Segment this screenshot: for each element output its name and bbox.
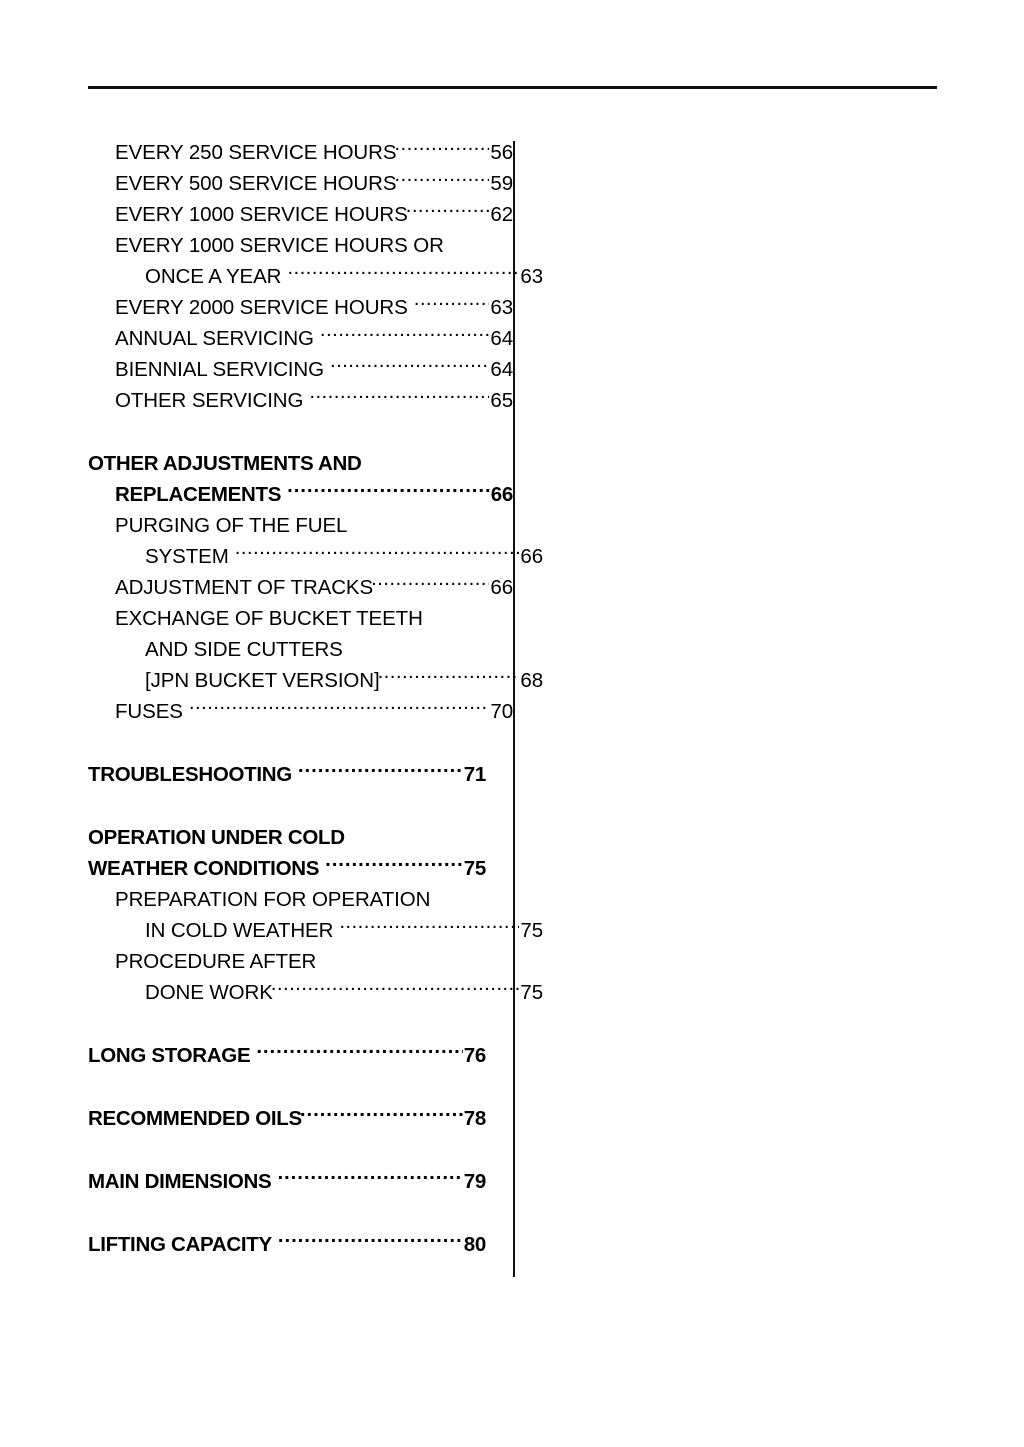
- toc-entry-title: EVERY 250 SERVICE HOURS: [115, 141, 397, 164]
- toc-entry-page-number: 79: [463, 1170, 486, 1193]
- toc-entry-title: OTHER SERVICING: [115, 389, 304, 412]
- toc-entry-title: REPLACEMENTS: [115, 483, 282, 506]
- toc-entry-page-number: 64: [490, 327, 513, 350]
- toc-entry-title: ADJUSTMENT OF TRACKS: [115, 576, 374, 599]
- toc-entry[interactable]: [88, 199, 513, 230]
- toc-entry[interactable]: [88, 1103, 486, 1134]
- toc-entry-page-number: 78: [463, 1107, 486, 1130]
- toc-dot-leader: [256, 1042, 462, 1063]
- toc-entry-title: RECOMMENDED OILS: [88, 1107, 302, 1130]
- toc-entry[interactable]: [88, 261, 543, 292]
- toc-entry[interactable]: [88, 915, 543, 946]
- toc-entry-title: FUSES: [115, 700, 183, 723]
- toc-entry-page-number: 75: [463, 857, 486, 880]
- toc-entry[interactable]: [88, 292, 513, 323]
- toc-dot-leader: [406, 201, 490, 222]
- toc-entry-title: [JPN BUCKET VERSION]: [145, 669, 380, 692]
- toc-dot-leader: [277, 1168, 462, 1189]
- toc-entry-title: TROUBLESHOOTING: [88, 763, 292, 786]
- header-rule: [88, 86, 937, 89]
- toc-entry-title: EVERY 500 SERVICE HOURS: [115, 172, 397, 195]
- toc-entry[interactable]: [88, 137, 513, 168]
- toc-entry[interactable]: [88, 759, 486, 790]
- toc-entry-title: PREPARATION FOR OPERATION: [115, 888, 431, 911]
- toc-entry[interactable]: [88, 696, 513, 727]
- toc-entry[interactable]: [88, 1040, 486, 1071]
- toc-entry[interactable]: [88, 541, 543, 572]
- toc-entry[interactable]: [88, 354, 513, 385]
- toc-entry-page-number: 62: [490, 203, 513, 226]
- toc-dot-leader: [300, 1105, 463, 1126]
- toc-entry-title: OTHER ADJUSTMENTS AND: [88, 452, 362, 475]
- toc-entry-page-number: 66: [520, 545, 543, 568]
- toc-entry-title: DONE WORK: [145, 981, 273, 1004]
- toc-dot-leader: [414, 294, 490, 315]
- toc-entry[interactable]: [88, 323, 513, 354]
- toc-entry[interactable]: [88, 572, 513, 603]
- toc-entry[interactable]: [88, 603, 513, 634]
- toc-entry-page-number: 75: [520, 919, 543, 942]
- toc-entry-page-number: 63: [490, 296, 513, 319]
- toc-entry-page-number: 63: [520, 265, 543, 288]
- toc-entry[interactable]: [88, 168, 513, 199]
- toc-dot-leader: [325, 855, 463, 876]
- toc-entry-title: LIFTING CAPACITY: [88, 1233, 272, 1256]
- toc-entry-title: ONCE A YEAR: [145, 265, 282, 288]
- toc-entry[interactable]: [88, 479, 513, 510]
- toc-entry[interactable]: [88, 665, 543, 696]
- toc-entry-page-number: 59: [490, 172, 513, 195]
- toc-entry-title: WEATHER CONDITIONS: [88, 857, 320, 880]
- column-divider: [513, 141, 515, 1277]
- toc-entry-title: EXCHANGE OF BUCKET TEETH: [115, 607, 423, 630]
- toc-entry-title: IN COLD WEATHER: [145, 919, 334, 942]
- toc-entry-title: AND SIDE CUTTERS: [145, 638, 343, 661]
- toc-entry-page-number: 70: [490, 700, 513, 723]
- toc-entry-title: EVERY 2000 SERVICE HOURS: [115, 296, 408, 319]
- toc-dot-leader: [298, 761, 463, 782]
- toc-dot-leader: [309, 387, 489, 408]
- toc-entry[interactable]: [88, 1229, 486, 1260]
- toc-dot-leader: [271, 979, 520, 1000]
- toc-dot-leader: [287, 263, 519, 284]
- toc-dot-leader: [320, 325, 489, 346]
- toc-entry[interactable]: [88, 510, 513, 541]
- toc-dot-leader: [235, 543, 520, 564]
- toc-entry-title: SYSTEM: [145, 545, 229, 568]
- toc-entry-title: LONG STORAGE: [88, 1044, 251, 1067]
- toc-entry-title: EVERY 1000 SERVICE HOURS OR: [115, 234, 444, 257]
- toc-entry[interactable]: [88, 853, 486, 884]
- toc-entry[interactable]: [88, 448, 486, 479]
- toc-entry-page-number: 75: [520, 981, 543, 1004]
- toc-dot-leader: [278, 1231, 463, 1252]
- toc-dot-leader: [394, 170, 489, 191]
- toc-entry[interactable]: [88, 634, 543, 665]
- toc-dot-leader: [330, 356, 489, 377]
- table-of-contents-list: [88, 137, 543, 1260]
- toc-entry-page-number: 76: [463, 1044, 486, 1067]
- toc-entry-title: BIENNIAL SERVICING: [115, 358, 324, 381]
- toc-entry[interactable]: [88, 385, 513, 416]
- toc-entry-title: MAIN DIMENSIONS: [88, 1170, 272, 1193]
- toc-entry-title: PURGING OF THE FUEL: [115, 514, 348, 537]
- toc-entry-title: EVERY 1000 SERVICE HOURS: [115, 203, 408, 226]
- toc-entry[interactable]: [88, 230, 513, 261]
- toc-entry-page-number: 66: [490, 483, 513, 506]
- toc-entry[interactable]: [88, 946, 513, 977]
- toc-entry-page-number: 71: [463, 763, 486, 786]
- toc-dot-leader: [287, 481, 490, 502]
- toc-dot-leader: [378, 667, 520, 688]
- toc-dot-leader: [371, 574, 489, 595]
- toc-entry[interactable]: [88, 977, 543, 1008]
- toc-entry-page-number: 80: [463, 1233, 486, 1256]
- toc-entry[interactable]: [88, 884, 513, 915]
- toc-entry-page-number: 56: [490, 141, 513, 164]
- toc-entry[interactable]: [88, 822, 486, 853]
- toc-entry-page-number: 66: [490, 576, 513, 599]
- toc-dot-leader: [189, 698, 490, 719]
- toc-entry-page-number: 64: [490, 358, 513, 381]
- toc-entry-page-number: 68: [520, 669, 543, 692]
- toc-entry-title: OPERATION UNDER COLD: [88, 826, 345, 849]
- toc-entry-title: PROCEDURE AFTER: [115, 950, 317, 973]
- toc-entry-title: ANNUAL SERVICING: [115, 327, 314, 350]
- toc-entry[interactable]: [88, 1166, 486, 1197]
- toc-dot-leader: [339, 917, 519, 938]
- toc-entry-page-number: 65: [490, 389, 513, 412]
- toc-dot-leader: [394, 139, 489, 160]
